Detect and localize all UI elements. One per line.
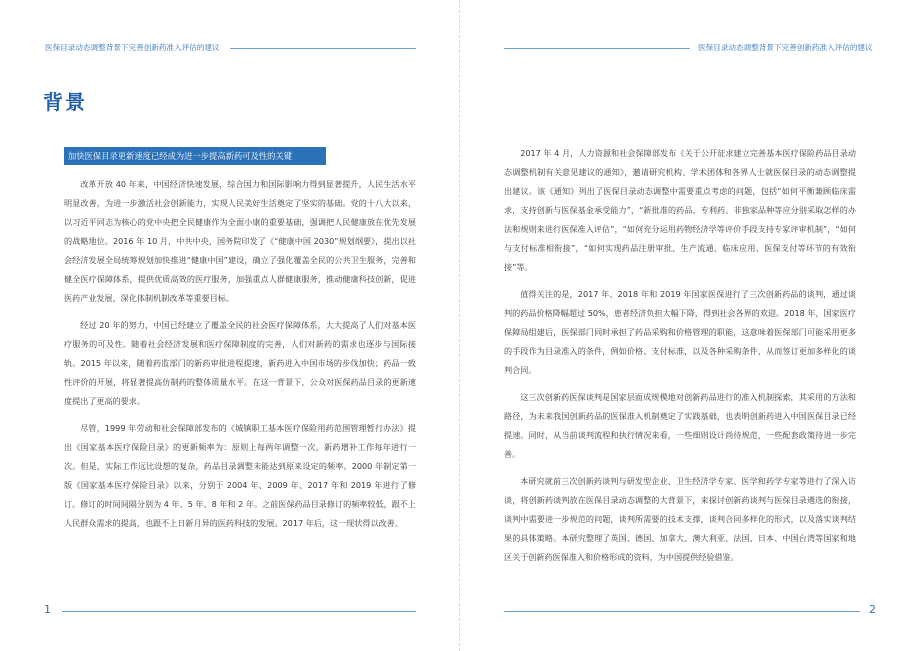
left-page bbox=[0, 0, 459, 651]
left-running-title: 医保目录动态调整背景下完善创新药准入评估的建议 bbox=[45, 43, 220, 52]
right-paragraph-3: 这三次创新药医保谈判是国家层面成规模地对创新药品进行的准入机制探索，其采用的方法和路径，为未来我国创新药品的医保准入机制奠定了实践基础，也表明创新药进入中国医保目录已经提速。同时，从当前谈判流程和执行情况来看，一些细则设计尚待规范，一些配套政策待进一步完善。 bbox=[504, 392, 856, 459]
left-header-rule bbox=[230, 48, 416, 49]
left-paragraph-1: 改革开放 40 年来，中国经济快速发展，综合国力和国际影响力得到显著提升，人民生活水平明显改善，为进一步激活社会创新能力，实现人民美好生活奠定了坚实的基础。党的十八大以来，以习近平同志为核心的党中央把全民健康作为全面小康的重要基础，强调把人民健康放在优先发展的战略地位。2016 年 10 月，中共中央，国务院印发了《“健康中国 2030”规划纲要》，提出以社会经济发展全局统筹规划加快推进“健康中国”建设，确立了强化覆盖全民的公共卫生服务，完善和健全医疗保障体系，提供优质高效的医疗服务，加强重点人群健康服务，推动健康科技创新，促进医药产业发展，深化体制机制改革等重要目标。 bbox=[64, 179, 416, 303]
right-page bbox=[460, 0, 920, 651]
page-number-left: 1 bbox=[44, 603, 51, 616]
page-number-right: 2 bbox=[869, 603, 876, 616]
right-paragraph-1: 2017 年 4 月，人力资源和社会保障部发布《关于公开征求建立完善基本医疗保险药品目录动态调整机制有关意见建议的通知》，邀请研究机构、学术团体和各界人士就医保目录的动态调整提出建议。该《通知》列出了医保目录动态调整中需要重点考虑的问题，包括“如何平衡兼顾临床需求，支持创新与医保基金承受能力”，“新批准的药品、专利药、非独家品种等应分别采取怎样的办法和规则来进行医保准入评估”，“如何充分运用药物经济学等评价手段支持专家评审机制”，“如何与支付标准相衔接”，“如何实现药品注册审批、生产流通、临床应用、医保支付等环节的有效衔接”等。 bbox=[504, 148, 856, 272]
right-footer-rule bbox=[504, 611, 860, 612]
left-paragraph-2: 经过 20 年的努力，中国已经建立了覆盖全民的社会医疗保障体系，大大提高了人们对基本医疗服务的可及性。随着社会经济发展和医疗保障制度的完善，人们对新药的需求也逐步与国际接轨。2015 年以来，随着药监部门的新药审批进程提速，新药进入中国市场的步伐加快；药品一致性评价的开展，将显著提高仿制药的整体质量水平。在这一背景下，公众对医保药品目录的更新速度提出了更高的要求。 bbox=[64, 320, 416, 406]
section-heading-banner: 加快医保目录更新速度已经成为进一步提高新药可及性的关键 bbox=[64, 147, 326, 165]
page-title: 背景 bbox=[43, 90, 87, 114]
left-paragraph-3: 尽管，1999 年劳动和社会保障部发布的《城镇职工基本医疗保险用药范围管理暂行办法》提出《国家基本医疗保险目录》的更新频率为：原则上每两年调整一次，新药增补工作每年进行一次。但是，实际工作远比设想的复杂，药品目录调整未能达到原来设定的频率。2000 年制定第一版《国家基本医疗保险目录》以来，分别于 2004 年、2009 年、2017 年和 2019 年进行了修订。修订的时间间隔分别为 4 年、5 年、8 年和 2 年。之前医保药品目录修订的频率较低，跟不上人民群众需求的提高，也跟不上日新月异的医药科技的发展。2017 年后，这一现状得以改善。 bbox=[64, 423, 416, 528]
right-body-text bbox=[504, 144, 856, 575]
left-footer-rule bbox=[62, 611, 416, 612]
right-paragraph-4: 本研究就前三次创新药谈判与研发型企业、卫生经济学专家、医学和药学专家等进行了深入访谈，将创新药谈判放在医保目录动态调整的大背景下，来探讨创新药谈判与医保目录遴选的衔接，谈判中需要进一步规范的问题，谈判所需要的技术支撑，谈判合同多样化的形式，以及落实谈判结果的具体策略。本研究整理了英国、德国、加拿大、澳大利亚、法国、日本、中国台湾等国家和地区关于创新药医保准入和价格形成的资料，为中国提供经验借鉴。 bbox=[504, 476, 856, 562]
right-header-rule bbox=[504, 48, 690, 49]
left-body-text bbox=[64, 175, 416, 541]
right-running-title: 医保目录动态调整背景下完善创新药准入评估的建议 bbox=[698, 43, 873, 52]
right-paragraph-2: 值得关注的是，2017 年、2018 年和 2019 年国家医保进行了三次创新药品的谈判，通过谈判的药品价格降幅超过 50%，患者经济负担大幅下降，得到社会各界的欢迎。2018 年，国家医疗保障局组建后，医保部门同时承担了药品采购和价格管理的职能，这意味着医保部门可能采用更多的手段作为目录准入的条件，例如价格、支付标准，以及各种采购条件，从而签订更加多样化的谈判合同。 bbox=[504, 289, 856, 375]
